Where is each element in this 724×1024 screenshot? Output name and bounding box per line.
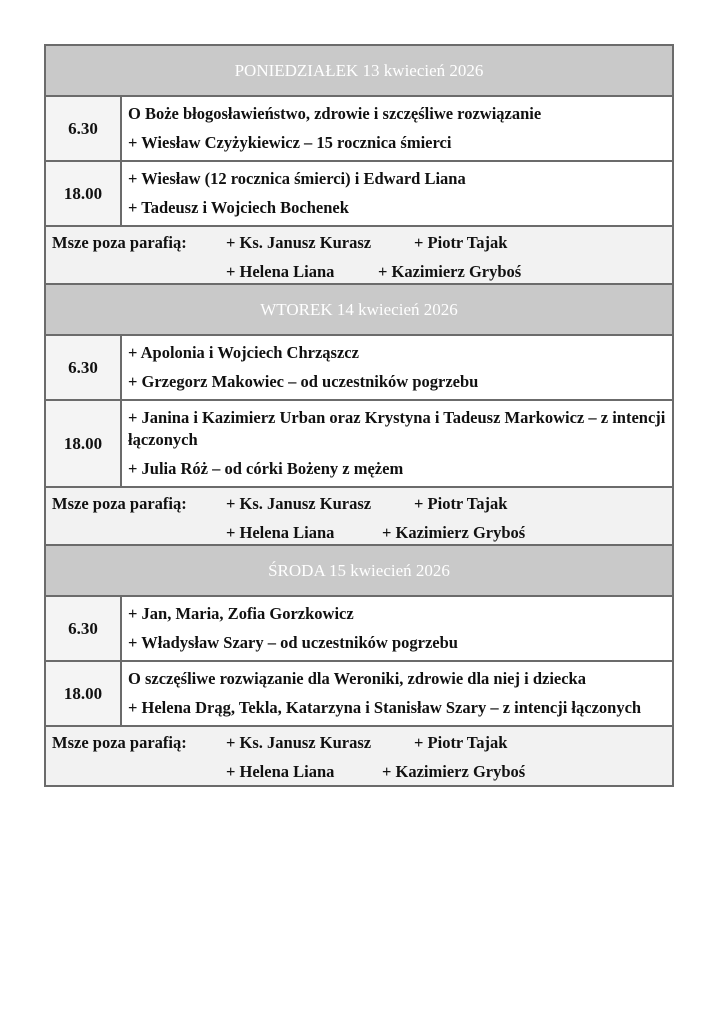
mass-time: 6.30: [46, 336, 122, 399]
outside-parish-masses: [46, 488, 672, 546]
outside-name: + Ks. Janusz Kurasz: [226, 494, 372, 513]
outside-parish-masses: [46, 227, 672, 285]
intention: + Grzegorz Makowiec – od uczestników pogrzebu: [128, 372, 479, 391]
intention: O Boże błogosławieństwo, zdrowie i szczęśliwe rozwiązanie: [128, 104, 542, 123]
mass-row: [46, 401, 672, 488]
mass-intentions: [122, 336, 672, 399]
mass-intentions: [122, 662, 672, 725]
intention: + Apolonia i Wojciech Chrząszcz: [128, 343, 359, 362]
mass-intentions: [122, 97, 672, 160]
day-header-tuesday: WTOREK 14 kwiecień 2026: [46, 285, 672, 336]
intention: + Janina i Kazimierz Urban oraz Krystyna i Tadeusz Markowicz – z intencji łączonych: [128, 408, 666, 449]
day-header-monday: PONIEDZIAŁEK 13 kwiecień 2026: [46, 46, 672, 97]
outside-name: + Kazimierz Gryboś: [382, 762, 526, 781]
mass-time: 18.00: [46, 162, 122, 225]
mass-intentions: [122, 162, 672, 225]
mass-row: [46, 662, 672, 727]
outside-name: + Helena Liana: [226, 762, 335, 781]
mass-row: [46, 336, 672, 401]
mass-time: 6.30: [46, 97, 122, 160]
outside-name: + Piotr Tajak: [414, 233, 508, 252]
outside-parish-label: Msze poza parafią:: [52, 233, 187, 252]
day-header-wednesday: ŚRODA 15 kwiecień 2026: [46, 546, 672, 597]
intention: + Władysław Szary – od uczestników pogrzebu: [128, 633, 458, 652]
mass-row: [46, 162, 672, 227]
intention: + Jan, Maria, Zofia Gorzkowicz: [128, 604, 354, 623]
outside-parish-label: Msze poza parafią:: [52, 494, 187, 513]
outside-name: + Kazimierz Gryboś: [378, 262, 522, 281]
outside-name: + Kazimierz Gryboś: [382, 523, 526, 542]
intention: O szczęśliwe rozwiązanie dla Weroniki, zdrowie dla niej i dziecka: [128, 669, 586, 688]
outside-name: + Piotr Tajak: [414, 494, 508, 513]
outside-name: + Helena Liana: [226, 262, 335, 281]
outside-name: + Piotr Tajak: [414, 733, 508, 752]
intention: + Helena Drąg, Tekla, Katarzyna i Stanisław Szary – z intencji łączonych: [128, 698, 642, 717]
outside-parish-masses: [46, 727, 672, 785]
mass-intentions: [122, 401, 672, 486]
intention: + Wiesław (12 rocznica śmierci) i Edward Liana: [128, 169, 466, 188]
outside-name: + Ks. Janusz Kurasz: [226, 233, 372, 252]
outside-name: + Ks. Janusz Kurasz: [226, 733, 372, 752]
mass-row: [46, 597, 672, 662]
mass-schedule-table: [44, 44, 674, 787]
intention: + Julia Róż – od córki Bożeny z mężem: [128, 459, 404, 478]
mass-time: 6.30: [46, 597, 122, 660]
outside-parish-label: Msze poza parafią:: [52, 733, 187, 752]
mass-time: 18.00: [46, 662, 122, 725]
intention: + Tadeusz i Wojciech Bochenek: [128, 198, 349, 217]
mass-intentions: [122, 597, 672, 660]
mass-time: 18.00: [46, 401, 122, 486]
mass-row: [46, 97, 672, 162]
intention: + Wiesław Czyżykiewicz – 15 rocznica śmierci: [128, 133, 452, 152]
outside-name: + Helena Liana: [226, 523, 335, 542]
